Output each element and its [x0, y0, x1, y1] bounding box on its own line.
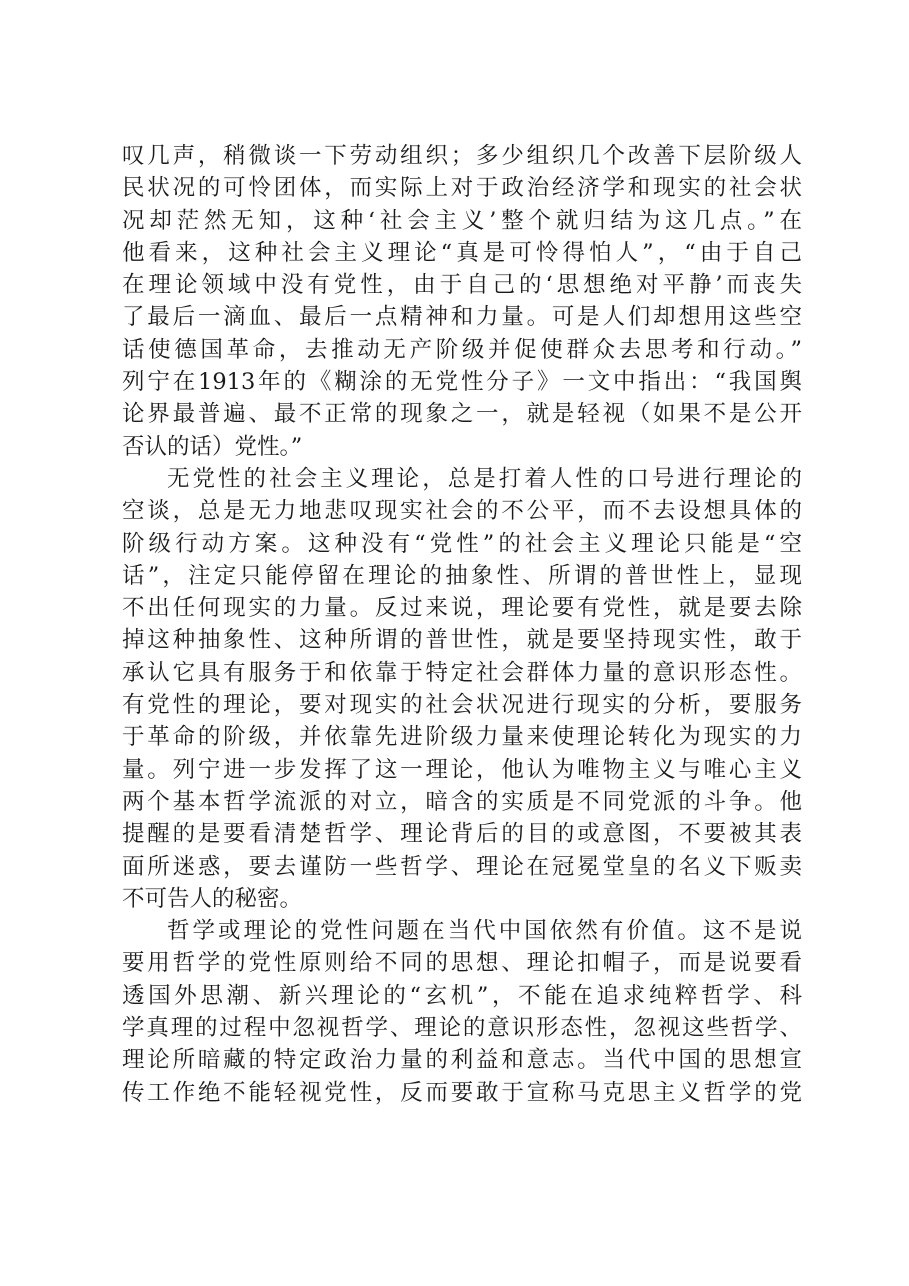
text-line: 论界最普遍、最不正常的现象之一，就是轻视（如果不是公开 [122, 401, 802, 428]
text-line: 叹几声，稍微谈一下劳动组织；多少组织几个改善下层阶级人 [122, 143, 802, 169]
text-line: 列宁在1913年的《糊涂的无党性分子》一文中指出：“我国舆 [122, 369, 802, 396]
text-line: 哲学或理论的党性问题在当代中国依然有价值。这不是说 [167, 918, 802, 945]
text-line: 况却茫然无知，这种‘社会主义’整个就归结为这几点。”在 [122, 207, 802, 234]
text-line: 不可告人的秘密。 [122, 885, 303, 912]
text-line: 理论所暗藏的特定政治力量的利益和意志。当代中国的思想宣 [122, 1047, 802, 1074]
text-line: 学真理的过程中忽视哲学、理论的意识形态性，忽视这些哲学、 [122, 1015, 802, 1042]
text-line: 两个基本哲学流派的对立，暗含的实质是不同党派的斗争。他 [122, 788, 802, 815]
text-line: 提醒的是要看清楚哲学、理论背后的目的或意图，不要被其表 [122, 821, 802, 848]
text-line: 掉这种抽象性、这种所谓的普世性，就是要坚持现实性，敢于 [122, 627, 802, 654]
text-line: 不出任何现实的力量。反过来说，理论要有党性，就是要去除 [122, 595, 802, 622]
text-line: 话”，注定只能停留在理论的抽象性、所谓的普世性上，显现 [122, 562, 802, 589]
text-line: 要用哲学的党性原则给不同的思想、理论扣帽子，而是说要看 [122, 950, 802, 977]
document-body [122, 140, 802, 1109]
text-line: 传工作绝不能轻视党性，反而要敢于宣称马克思主义哲学的党 [122, 1079, 802, 1106]
text-line: 在理论领域中没有党性，由于自己的‘思想绝对平静’而丧失 [122, 272, 802, 299]
text-line: 于革命的阶级，并依靠先进阶级力量来使理论转化为现实的力 [122, 724, 802, 751]
text-line: 有党性的理论，要对现实的社会状况进行现实的分析，要服务 [122, 692, 802, 719]
text-line: 他看来，这种社会主义理论“真是可怜得怕人”，“由于自己 [122, 239, 802, 266]
text-line: 面所迷惑，要去谨防一些哲学、理论在冠冕堂皇的名义下贩卖 [122, 853, 802, 880]
text-line: 透国外思潮、新兴理论的“玄机”，不能在追求纯粹哲学、科 [122, 982, 802, 1009]
text-line: 话使德国革命，去推动无产阶级并促使群众去思考和行动。” [122, 336, 802, 363]
text-line: 无党性的社会主义理论，总是打着人性的口号进行理论的 [167, 465, 802, 492]
text-line: 否认的话）党性。” [122, 433, 303, 460]
text-line: 量。列宁进一步发挥了这一理论，他认为唯物主义与唯心主义 [122, 756, 802, 783]
text-line: 民状况的可怜团体，而实际上对于政治经济学和现实的社会状 [122, 175, 802, 202]
text-line: 阶级行动方案。这种没有“党性”的社会主义理论只能是“空 [122, 530, 802, 557]
text-line: 了最后一滴血、最后一点精神和力量。可是人们却想用这些空 [122, 304, 802, 331]
text-line: 空谈，总是无力地悲叹现实社会的不公平，而不去设想具体的 [122, 498, 802, 525]
text-line: 承认它具有服务于和依靠于特定社会群体力量的意识形态性。 [122, 659, 802, 686]
